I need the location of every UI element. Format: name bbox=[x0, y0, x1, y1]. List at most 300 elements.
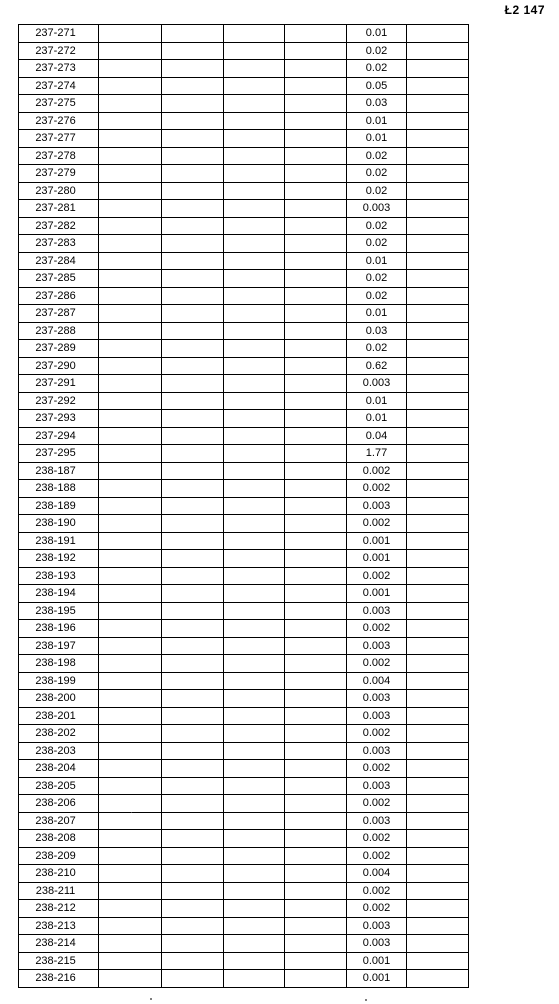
empty-cell bbox=[285, 42, 347, 60]
empty-cell bbox=[99, 690, 162, 708]
empty-cell bbox=[285, 900, 347, 918]
empty-cell bbox=[99, 287, 162, 305]
empty-cell bbox=[99, 847, 162, 865]
table-row bbox=[19, 95, 531, 113]
sample-id-cell: 238-203 bbox=[19, 742, 99, 760]
empty-cell bbox=[162, 25, 224, 43]
table-row bbox=[19, 270, 531, 288]
empty-cell bbox=[285, 865, 347, 883]
sample-id-cell: 238-193 bbox=[19, 567, 99, 585]
empty-cell bbox=[162, 42, 224, 60]
table-row bbox=[19, 147, 531, 165]
empty-cell bbox=[99, 322, 162, 340]
empty-cell bbox=[224, 235, 285, 253]
empty-cell bbox=[224, 375, 285, 393]
empty-cell bbox=[99, 252, 162, 270]
empty-cell bbox=[407, 445, 469, 463]
sample-id-cell: 237-285 bbox=[19, 270, 99, 288]
empty-cell bbox=[224, 532, 285, 550]
empty-cell bbox=[99, 900, 162, 918]
empty-cell bbox=[407, 77, 469, 95]
empty-cell bbox=[285, 322, 347, 340]
empty-cell bbox=[99, 95, 162, 113]
empty-cell bbox=[162, 935, 224, 953]
empty-cell bbox=[99, 882, 162, 900]
scan-speck bbox=[365, 999, 367, 1001]
table-row bbox=[19, 812, 531, 830]
empty-cell bbox=[99, 515, 162, 533]
empty-cell bbox=[162, 410, 224, 428]
sample-id-cell: 237-283 bbox=[19, 235, 99, 253]
empty-cell bbox=[407, 690, 469, 708]
empty-cell bbox=[285, 777, 347, 795]
empty-cell bbox=[407, 725, 469, 743]
empty-cell bbox=[99, 147, 162, 165]
table-body bbox=[19, 25, 531, 988]
empty-cell bbox=[407, 602, 469, 620]
empty-cell bbox=[285, 830, 347, 848]
empty-cell bbox=[285, 935, 347, 953]
empty-cell bbox=[285, 375, 347, 393]
empty-cell bbox=[285, 287, 347, 305]
empty-cell bbox=[99, 917, 162, 935]
table-row bbox=[19, 112, 531, 130]
empty-cell bbox=[162, 515, 224, 533]
sample-id-cell: 237-286 bbox=[19, 287, 99, 305]
assay-value-cell: 0.003 bbox=[347, 200, 407, 218]
empty-cell bbox=[407, 182, 469, 200]
table-row bbox=[19, 427, 531, 445]
empty-cell bbox=[162, 357, 224, 375]
assay-value-cell: 0.05 bbox=[347, 77, 407, 95]
empty-cell bbox=[224, 287, 285, 305]
assay-value-cell: 0.002 bbox=[347, 795, 407, 813]
empty-cell bbox=[285, 637, 347, 655]
empty-cell bbox=[99, 340, 162, 358]
sample-id-cell: 238-212 bbox=[19, 900, 99, 918]
sample-id-cell: 237-276 bbox=[19, 112, 99, 130]
assay-value-cell: 0.03 bbox=[347, 322, 407, 340]
empty-cell bbox=[407, 410, 469, 428]
empty-cell bbox=[407, 25, 469, 43]
empty-cell bbox=[407, 550, 469, 568]
empty-cell bbox=[224, 445, 285, 463]
empty-cell bbox=[224, 585, 285, 603]
empty-cell bbox=[162, 812, 224, 830]
empty-cell bbox=[99, 602, 162, 620]
empty-cell bbox=[99, 77, 162, 95]
empty-cell bbox=[407, 847, 469, 865]
empty-cell bbox=[407, 567, 469, 585]
empty-cell bbox=[99, 357, 162, 375]
empty-cell bbox=[407, 760, 469, 778]
empty-cell bbox=[407, 427, 469, 445]
empty-cell bbox=[99, 375, 162, 393]
empty-cell bbox=[407, 60, 469, 78]
empty-cell bbox=[162, 77, 224, 95]
empty-cell bbox=[99, 637, 162, 655]
empty-cell bbox=[285, 847, 347, 865]
empty-cell bbox=[162, 620, 224, 638]
empty-cell bbox=[285, 690, 347, 708]
empty-cell bbox=[99, 707, 162, 725]
sample-id-cell: 237-287 bbox=[19, 305, 99, 323]
empty-cell bbox=[162, 970, 224, 988]
empty-cell bbox=[99, 795, 162, 813]
sample-id-cell: 237-279 bbox=[19, 165, 99, 183]
empty-cell bbox=[99, 567, 162, 585]
empty-cell bbox=[224, 270, 285, 288]
table-row bbox=[19, 497, 531, 515]
empty-cell bbox=[162, 532, 224, 550]
assay-value-cell: 0.04 bbox=[347, 427, 407, 445]
empty-cell bbox=[99, 392, 162, 410]
assay-value-cell: 0.01 bbox=[347, 392, 407, 410]
empty-cell bbox=[162, 200, 224, 218]
assay-value-cell: 0.02 bbox=[347, 147, 407, 165]
assay-value-cell: 0.01 bbox=[347, 252, 407, 270]
empty-cell bbox=[162, 742, 224, 760]
empty-cell bbox=[99, 725, 162, 743]
empty-cell bbox=[224, 462, 285, 480]
sample-id-cell: 237-294 bbox=[19, 427, 99, 445]
empty-cell bbox=[99, 60, 162, 78]
assay-value-cell: 0.002 bbox=[347, 655, 407, 673]
scan-speck bbox=[150, 998, 152, 1000]
empty-cell bbox=[99, 130, 162, 148]
table-row bbox=[19, 287, 531, 305]
empty-cell bbox=[99, 532, 162, 550]
empty-cell bbox=[407, 655, 469, 673]
sample-id-cell: 237-280 bbox=[19, 182, 99, 200]
assay-value-cell: 0.02 bbox=[347, 42, 407, 60]
assay-value-cell: 0.003 bbox=[347, 742, 407, 760]
table-row bbox=[19, 322, 531, 340]
empty-cell bbox=[285, 585, 347, 603]
sample-id-cell: 238-188 bbox=[19, 480, 99, 498]
empty-cell bbox=[407, 935, 469, 953]
empty-cell bbox=[407, 42, 469, 60]
sample-id-cell: 237-295 bbox=[19, 445, 99, 463]
table-row bbox=[19, 690, 531, 708]
table-row bbox=[19, 60, 531, 78]
sample-id-cell: 238-190 bbox=[19, 515, 99, 533]
empty-cell bbox=[224, 357, 285, 375]
empty-cell bbox=[99, 620, 162, 638]
empty-cell bbox=[224, 760, 285, 778]
empty-cell bbox=[407, 585, 469, 603]
assay-value-cell: 0.004 bbox=[347, 865, 407, 883]
table-row bbox=[19, 725, 531, 743]
assay-value-cell: 0.002 bbox=[347, 760, 407, 778]
table-row bbox=[19, 952, 531, 970]
empty-cell bbox=[224, 847, 285, 865]
sample-id-cell: 238-202 bbox=[19, 725, 99, 743]
table-row bbox=[19, 462, 531, 480]
sample-id-cell: 238-195 bbox=[19, 602, 99, 620]
empty-cell bbox=[224, 742, 285, 760]
empty-cell bbox=[224, 200, 285, 218]
empty-cell bbox=[99, 305, 162, 323]
table-row bbox=[19, 25, 531, 43]
sample-id-cell: 238-198 bbox=[19, 655, 99, 673]
empty-cell bbox=[162, 252, 224, 270]
empty-cell bbox=[407, 112, 469, 130]
table-row bbox=[19, 515, 531, 533]
assay-value-cell: 0.002 bbox=[347, 725, 407, 743]
empty-cell bbox=[407, 165, 469, 183]
empty-cell bbox=[162, 287, 224, 305]
empty-cell bbox=[99, 760, 162, 778]
empty-cell bbox=[285, 95, 347, 113]
empty-cell bbox=[224, 340, 285, 358]
table-row bbox=[19, 357, 531, 375]
empty-cell bbox=[285, 60, 347, 78]
empty-cell bbox=[285, 970, 347, 988]
assay-value-cell: 0.002 bbox=[347, 830, 407, 848]
empty-cell bbox=[224, 305, 285, 323]
empty-cell bbox=[224, 25, 285, 43]
empty-cell bbox=[407, 287, 469, 305]
empty-cell bbox=[285, 217, 347, 235]
empty-cell bbox=[407, 322, 469, 340]
table-row bbox=[19, 235, 531, 253]
empty-cell bbox=[407, 777, 469, 795]
empty-cell bbox=[285, 77, 347, 95]
assay-value-cell: 0.62 bbox=[347, 357, 407, 375]
empty-cell bbox=[285, 165, 347, 183]
sample-id-cell: 238-197 bbox=[19, 637, 99, 655]
empty-cell bbox=[285, 357, 347, 375]
empty-cell bbox=[407, 812, 469, 830]
empty-cell bbox=[407, 497, 469, 515]
table-row bbox=[19, 602, 531, 620]
sample-id-cell: 238-211 bbox=[19, 882, 99, 900]
table-row bbox=[19, 130, 531, 148]
empty-cell bbox=[285, 602, 347, 620]
empty-cell bbox=[407, 515, 469, 533]
empty-cell bbox=[285, 725, 347, 743]
empty-cell bbox=[99, 217, 162, 235]
empty-cell bbox=[407, 917, 469, 935]
empty-cell bbox=[407, 672, 469, 690]
empty-cell bbox=[162, 95, 224, 113]
sample-id-cell: 238-204 bbox=[19, 760, 99, 778]
assay-value-cell: 1.77 bbox=[347, 445, 407, 463]
empty-cell bbox=[285, 182, 347, 200]
sample-id-cell: 238-192 bbox=[19, 550, 99, 568]
table-row bbox=[19, 917, 531, 935]
assay-value-cell: 0.002 bbox=[347, 620, 407, 638]
empty-cell bbox=[407, 357, 469, 375]
empty-cell bbox=[285, 235, 347, 253]
empty-cell bbox=[285, 882, 347, 900]
empty-cell bbox=[99, 550, 162, 568]
empty-cell bbox=[162, 917, 224, 935]
empty-cell bbox=[407, 742, 469, 760]
empty-cell bbox=[99, 777, 162, 795]
empty-cell bbox=[407, 217, 469, 235]
empty-cell bbox=[99, 445, 162, 463]
empty-cell bbox=[407, 462, 469, 480]
empty-cell bbox=[224, 480, 285, 498]
sample-id-cell: 237-273 bbox=[19, 60, 99, 78]
sample-id-cell: 238-213 bbox=[19, 917, 99, 935]
empty-cell bbox=[407, 532, 469, 550]
table-row bbox=[19, 252, 531, 270]
assay-value-cell: 0.001 bbox=[347, 952, 407, 970]
empty-cell bbox=[224, 672, 285, 690]
empty-cell bbox=[224, 112, 285, 130]
empty-cell bbox=[162, 182, 224, 200]
empty-cell bbox=[285, 340, 347, 358]
empty-cell bbox=[407, 95, 469, 113]
empty-cell bbox=[162, 847, 224, 865]
empty-cell bbox=[99, 427, 162, 445]
empty-cell bbox=[285, 497, 347, 515]
empty-cell bbox=[99, 935, 162, 953]
assay-value-cell: 0.02 bbox=[347, 287, 407, 305]
empty-cell bbox=[162, 480, 224, 498]
assay-value-cell: 0.003 bbox=[347, 602, 407, 620]
sample-id-cell: 238-205 bbox=[19, 777, 99, 795]
assay-value-cell: 0.003 bbox=[347, 375, 407, 393]
empty-cell bbox=[162, 672, 224, 690]
empty-cell bbox=[407, 200, 469, 218]
empty-cell bbox=[285, 305, 347, 323]
empty-cell bbox=[407, 392, 469, 410]
empty-cell bbox=[224, 865, 285, 883]
assay-value-cell: 0.01 bbox=[347, 112, 407, 130]
empty-cell bbox=[162, 427, 224, 445]
empty-cell bbox=[407, 830, 469, 848]
table-row bbox=[19, 182, 531, 200]
empty-cell bbox=[224, 725, 285, 743]
assay-value-cell: 0.02 bbox=[347, 217, 407, 235]
assay-value-cell: 0.03 bbox=[347, 95, 407, 113]
empty-cell bbox=[162, 602, 224, 620]
empty-cell bbox=[99, 165, 162, 183]
table-row bbox=[19, 392, 531, 410]
sample-id-cell: 238-207 bbox=[19, 812, 99, 830]
assay-value-cell: 0.003 bbox=[347, 935, 407, 953]
empty-cell bbox=[162, 375, 224, 393]
assay-value-cell: 0.002 bbox=[347, 515, 407, 533]
empty-cell bbox=[407, 480, 469, 498]
empty-cell bbox=[224, 550, 285, 568]
empty-cell bbox=[285, 917, 347, 935]
empty-cell bbox=[285, 567, 347, 585]
empty-cell bbox=[224, 970, 285, 988]
empty-cell bbox=[224, 812, 285, 830]
sample-id-cell: 237-277 bbox=[19, 130, 99, 148]
empty-cell bbox=[285, 392, 347, 410]
table-row bbox=[19, 480, 531, 498]
empty-cell bbox=[99, 672, 162, 690]
table-row bbox=[19, 865, 531, 883]
sample-id-cell: 238-216 bbox=[19, 970, 99, 988]
table-row bbox=[19, 42, 531, 60]
sample-id-cell: 237-293 bbox=[19, 410, 99, 428]
empty-cell bbox=[162, 585, 224, 603]
assay-value-cell: 0.004 bbox=[347, 672, 407, 690]
table-row bbox=[19, 882, 531, 900]
sample-id-cell: 237-282 bbox=[19, 217, 99, 235]
assay-value-cell: 0.02 bbox=[347, 270, 407, 288]
empty-cell bbox=[162, 725, 224, 743]
empty-cell bbox=[99, 200, 162, 218]
sample-id-cell: 237-278 bbox=[19, 147, 99, 165]
empty-cell bbox=[162, 305, 224, 323]
empty-cell bbox=[162, 445, 224, 463]
empty-cell bbox=[99, 830, 162, 848]
empty-cell bbox=[99, 410, 162, 428]
assay-value-cell: 0.02 bbox=[347, 60, 407, 78]
empty-cell bbox=[224, 77, 285, 95]
sample-id-cell: 237-272 bbox=[19, 42, 99, 60]
empty-cell bbox=[162, 165, 224, 183]
empty-cell bbox=[99, 812, 162, 830]
assay-value-cell: 0.02 bbox=[347, 182, 407, 200]
assay-value-cell: 0.003 bbox=[347, 777, 407, 795]
empty-cell bbox=[99, 655, 162, 673]
empty-cell bbox=[285, 462, 347, 480]
sample-id-cell: 238-214 bbox=[19, 935, 99, 953]
empty-cell bbox=[407, 795, 469, 813]
table-row bbox=[19, 532, 531, 550]
table-row bbox=[19, 935, 531, 953]
empty-cell bbox=[285, 270, 347, 288]
sample-id-cell: 237-292 bbox=[19, 392, 99, 410]
empty-cell bbox=[407, 340, 469, 358]
empty-cell bbox=[224, 322, 285, 340]
table-row bbox=[19, 340, 531, 358]
sample-id-cell: 237-284 bbox=[19, 252, 99, 270]
table-row bbox=[19, 847, 531, 865]
empty-cell bbox=[285, 532, 347, 550]
empty-cell bbox=[285, 130, 347, 148]
table-row bbox=[19, 445, 531, 463]
sample-id-cell: 238-187 bbox=[19, 462, 99, 480]
table-row bbox=[19, 777, 531, 795]
empty-cell bbox=[407, 305, 469, 323]
empty-cell bbox=[224, 392, 285, 410]
empty-cell bbox=[162, 462, 224, 480]
empty-cell bbox=[285, 480, 347, 498]
empty-cell bbox=[285, 200, 347, 218]
empty-cell bbox=[285, 445, 347, 463]
assay-value-cell: 0.002 bbox=[347, 847, 407, 865]
empty-cell bbox=[285, 147, 347, 165]
empty-cell bbox=[224, 42, 285, 60]
empty-cell bbox=[285, 795, 347, 813]
table-row bbox=[19, 550, 531, 568]
table-row bbox=[19, 305, 531, 323]
empty-cell bbox=[407, 130, 469, 148]
sample-id-cell: 238-191 bbox=[19, 532, 99, 550]
empty-cell bbox=[162, 497, 224, 515]
empty-cell bbox=[224, 707, 285, 725]
empty-cell bbox=[99, 112, 162, 130]
empty-cell bbox=[162, 882, 224, 900]
empty-cell bbox=[162, 147, 224, 165]
sample-id-cell: 238-206 bbox=[19, 795, 99, 813]
empty-cell bbox=[162, 830, 224, 848]
table-row bbox=[19, 375, 531, 393]
table-row bbox=[19, 970, 531, 988]
empty-cell bbox=[224, 130, 285, 148]
empty-cell bbox=[162, 235, 224, 253]
